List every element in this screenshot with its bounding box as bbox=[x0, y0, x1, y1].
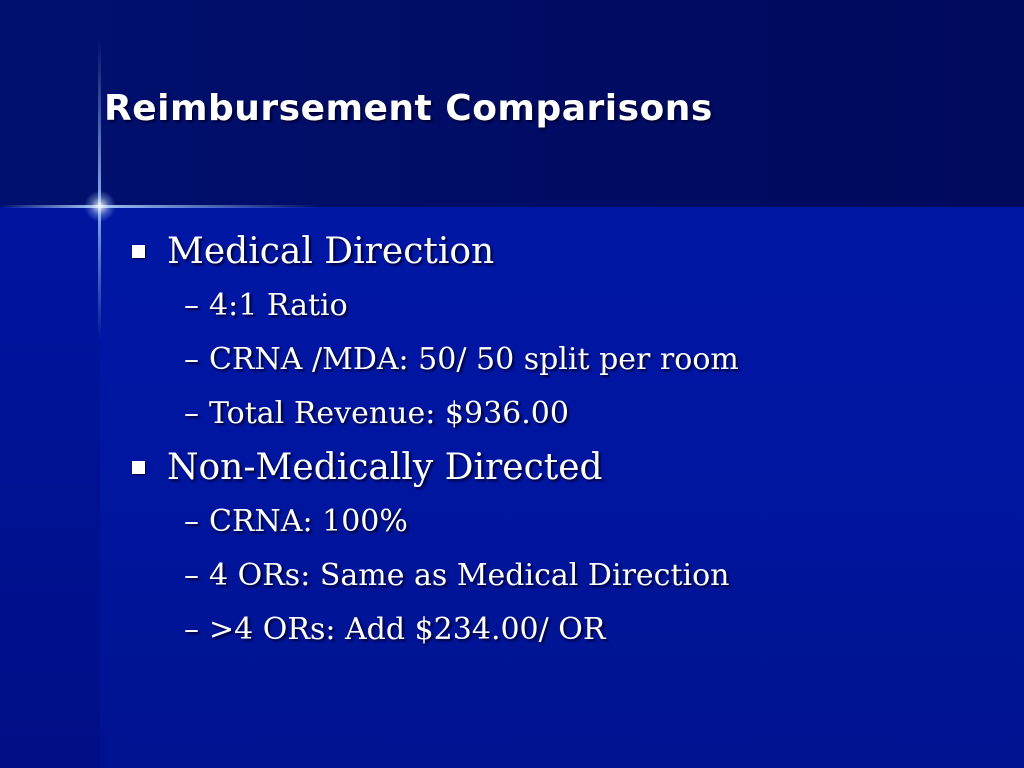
left-band bbox=[0, 207, 100, 768]
dash-marker: – bbox=[184, 611, 199, 647]
dash-marker: – bbox=[184, 503, 199, 539]
dash-marker: – bbox=[184, 341, 199, 377]
sub-item-text: >4 ORs: Add $234.00/ OR bbox=[209, 611, 606, 647]
sub-item-text: CRNA: 100% bbox=[209, 503, 408, 539]
bullet-text: Medical Direction bbox=[167, 230, 495, 272]
sub-item-text: 4 ORs: Same as Medical Direction bbox=[209, 557, 730, 593]
dash-marker: – bbox=[184, 395, 199, 431]
slide-title: Reimbursement Comparisons bbox=[104, 88, 713, 129]
square-bullet-icon bbox=[132, 461, 145, 474]
sub-item bbox=[132, 386, 992, 440]
slide-body bbox=[132, 224, 992, 656]
bullet-non-medically-directed bbox=[132, 440, 992, 494]
sub-item bbox=[132, 602, 992, 656]
dash-marker: – bbox=[184, 557, 199, 593]
sparkle-icon bbox=[84, 190, 116, 222]
sub-item-text: Total Revenue: $936.00 bbox=[209, 395, 569, 431]
horizontal-accent-line bbox=[0, 205, 320, 208]
sub-item bbox=[132, 332, 992, 386]
sub-item bbox=[132, 494, 992, 548]
dash-marker: – bbox=[184, 287, 199, 323]
sub-item bbox=[132, 548, 992, 602]
bullet-text: Non-Medically Directed bbox=[167, 446, 603, 488]
sub-item-text: CRNA /MDA: 50/ 50 split per room bbox=[209, 341, 739, 377]
sub-item-text: 4:1 Ratio bbox=[209, 287, 348, 323]
sub-item bbox=[132, 278, 992, 332]
bullet-medical-direction bbox=[132, 224, 992, 278]
square-bullet-icon bbox=[132, 245, 145, 258]
